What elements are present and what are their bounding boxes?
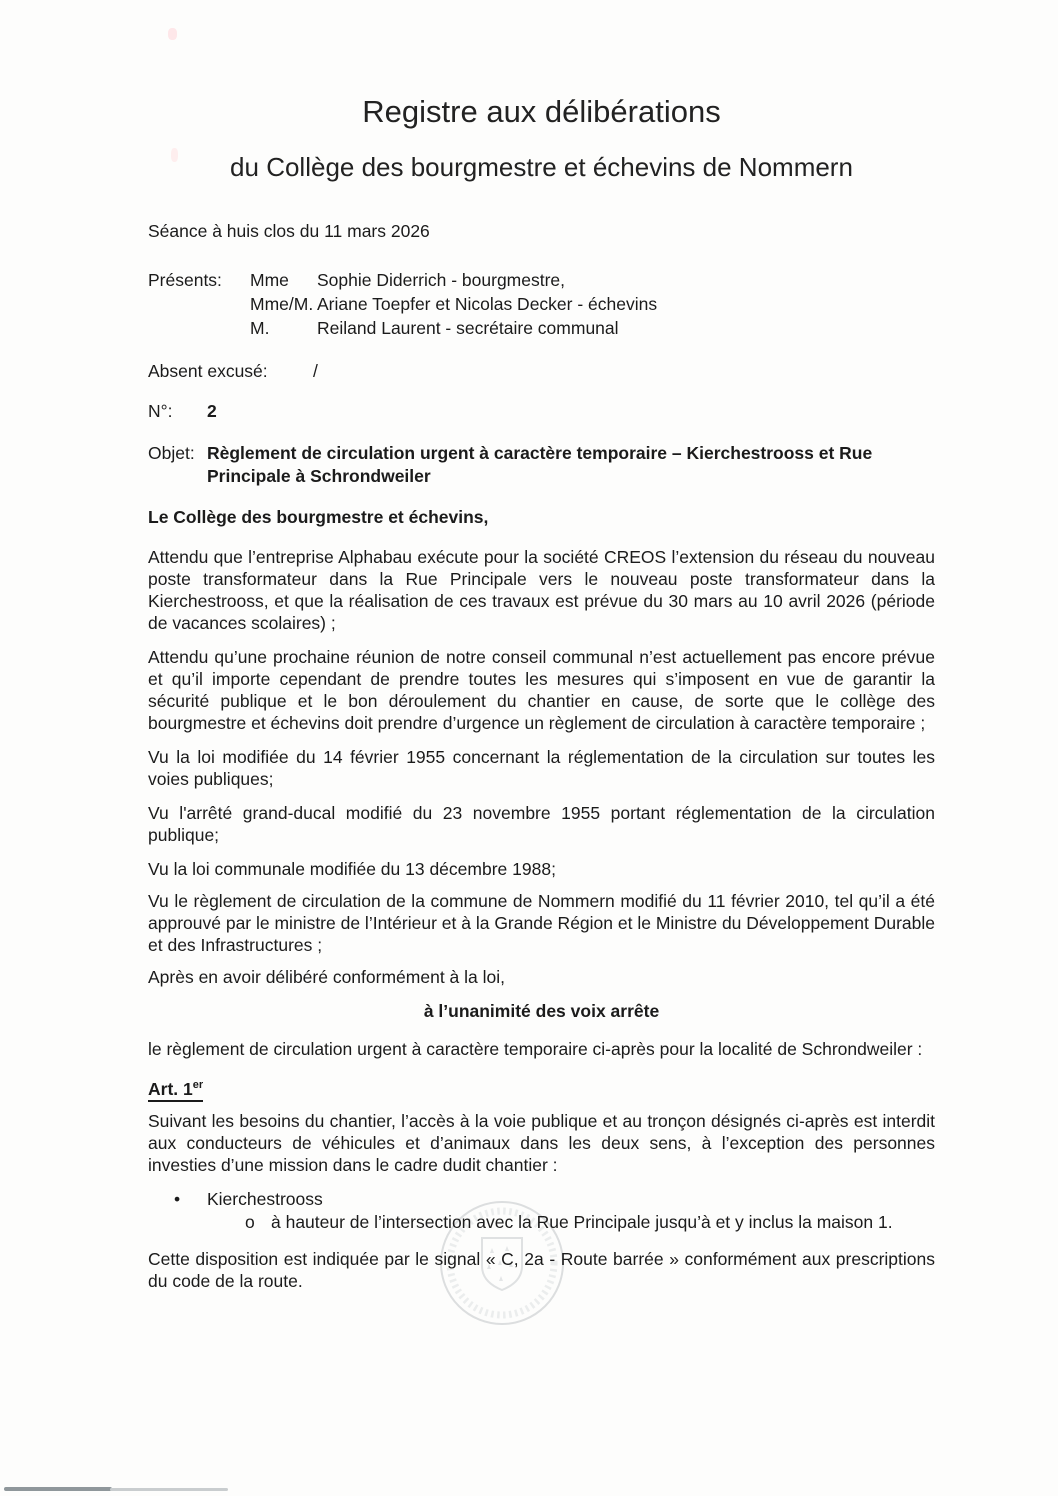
street-bullet-item [148, 1188, 935, 1211]
article-1-heading [148, 1074, 935, 1100]
subject-text: Règlement de circulation urgent à caractère temporaire – Kierchestrooss et Rue Principale à Schrondweiler [207, 443, 873, 486]
decision-line: à l’unanimité des voix arrête [423, 1001, 660, 1021]
attendee-row [148, 292, 935, 316]
scan-speck [168, 28, 177, 40]
subject-label: Objet: [148, 443, 195, 463]
case-number-value: 2 [207, 401, 217, 421]
article-1-label: Art. 1 [148, 1078, 193, 1099]
college-heading: Le Collège des bourgmestre et échevins, [148, 507, 489, 527]
bullet-icon: • [174, 1188, 181, 1209]
attendee-name: Sophie Diderrich - bourgmestre, [317, 270, 566, 290]
recital-paragraph: Après en avoir délibéré conformément à la loi, [148, 967, 505, 987]
closing-paragraph: Cette disposition est indiquée par le signal « C, 2a - Route barrée » conformément aux prescriptions du code de la route. [148, 1248, 935, 1291]
sub-bullet-icon: o [245, 1211, 255, 1232]
attendee-title: Mme [250, 270, 289, 290]
absent-row [148, 360, 935, 382]
scan-smudge [110, 1488, 228, 1491]
attendee-name: Reiland Laurent - secrétaire communal [317, 318, 619, 338]
document-title: Registre aux délibérations [362, 94, 721, 129]
recital-paragraph: Attendu que l’entreprise Alphabau exécute pour la société CREOS l’extension du réseau du nouveau poste transformateur dans la Rue Principale vers le nouveau poste transformateur dans la Kierchestrooss, et que la réalisation de ces travaux est prévue du 30 mars au 10 avril 2026 (période de vacances scolaires) ; [148, 547, 935, 633]
scan-smudge [4, 1487, 112, 1491]
attendees-block [148, 268, 935, 340]
street-list [148, 1188, 935, 1234]
presents-label: Présents: [148, 270, 222, 290]
street-name: Kierchestrooss [207, 1188, 323, 1209]
article-1-text: Suivant les besoins du chantier, l’accès à la voie publique et au tronçon désignés ci-après est interdit aux conducteurs de véhicules et d’animaux dans les deux sens, à l’exception des personnes investies d’une mission dans le cadre dudit chantier : [148, 1110, 935, 1175]
document-content [0, 92, 1058, 1292]
attendee-title: Mme/M. [250, 294, 314, 314]
subject-row [148, 442, 935, 488]
enactment-paragraph: le règlement de circulation urgent à caractère temporaire ci-après pour la localité de Schrondweiler : [148, 1039, 923, 1059]
street-sub-bullet [148, 1211, 935, 1234]
case-number-label: N°: [148, 401, 173, 421]
attendee-title: M. [250, 318, 270, 338]
street-detail: à hauteur de l’intersection avec la Rue Principale jusqu’à et y inclus la maison 1. [271, 1211, 893, 1232]
session-line: Séance à huis clos du 11 mars 2026 [148, 221, 430, 241]
recital-paragraph: Vu le règlement de circulation de la commune de Nommern modifié du 11 février 2010, tel qu’il a été approuvé par le ministre de l’Intérieur et à la Grande Région et le Ministre du Développement Durable et des Infrastructures ; [148, 891, 935, 955]
recital-paragraph: Vu la loi communale modifiée du 13 décembre 1988; [148, 859, 556, 879]
recital-paragraph: Vu la loi modifiée du 14 février 1955 concernant la réglementation de la circulation sur toutes les voies publiques; [148, 747, 935, 789]
attendee-name: Ariane Toepfer et Nicolas Decker - échevins [317, 294, 658, 314]
article-1-superscript: er [192, 1079, 204, 1091]
absent-label: Absent excusé: [148, 361, 268, 381]
recital-paragraph: Attendu qu’une prochaine réunion de notre conseil communal n’est actuellement pas encore prévue et qu’il importe cependant de prendre toutes les mesures qui s’imposent en vue de garantir la sécurité publique et le bon déroulement du chantier en cause, de sorte que le collège des bourgmestre et échevins doit prendre d’urgence un règlement de circulation à caractère temporaire ; [148, 647, 935, 733]
attendee-row [148, 316, 935, 340]
case-number-row [148, 400, 935, 422]
absent-value: / [313, 361, 318, 381]
recital-paragraph: Vu l'arrêté grand-ducal modifié du 23 novembre 1955 portant réglementation de la circulation publique; [148, 803, 935, 845]
document-subtitle: du Collège des bourgmestre et échevins de Nommern [230, 152, 853, 182]
attendee-row [148, 268, 935, 292]
